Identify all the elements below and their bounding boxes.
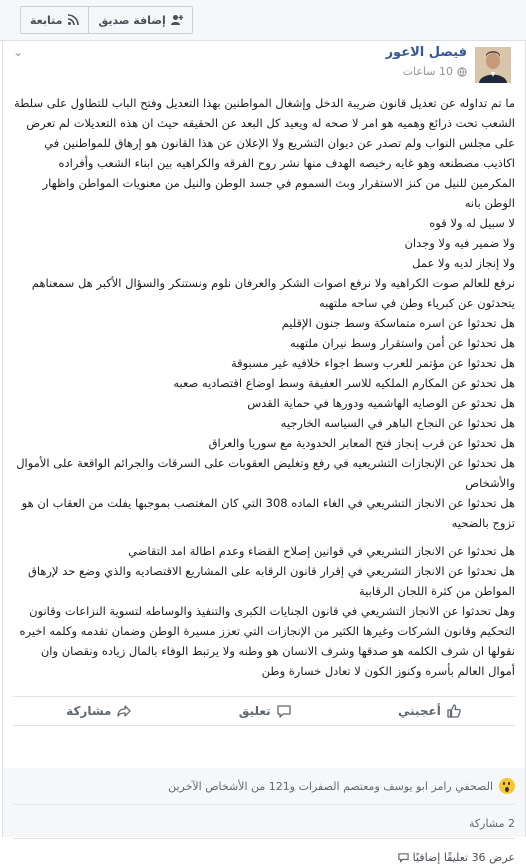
author-avatar[interactable] xyxy=(475,47,511,83)
thumbs-up-icon xyxy=(446,703,462,719)
post-body xyxy=(13,93,515,681)
add-friend-icon xyxy=(171,14,183,26)
paragraph: هل تحدثوا عن أمن واستقرار وسط نيران ملتهبه xyxy=(290,336,515,350)
post-meta xyxy=(403,65,467,78)
paragraph: هل تحدثوا عن الانجاز التشريعي في الغاء الماده 308 التي كان المغتصب بموجبها يفلت من العقاب ان هو تزوج بالضحيه xyxy=(21,496,515,530)
paragraph: نرفع للعالم صوت الكراهيه ولا نرفع اصوات الشكر والعرفان نلوم ونستنكر والسؤال الأكبر هل سمعناهم يتحدثون عن كبرياء وطن في ساحه ملتهبه xyxy=(31,276,515,310)
divider xyxy=(13,804,515,805)
share-button[interactable] xyxy=(66,703,132,719)
author-name-link[interactable]: فيصل الاعور xyxy=(385,45,467,60)
paragraph: هل تحدثوا عن الإنجازات التشريعيه في رفع وتغليض العقوبات على السرقات والجرائم الواقعة على الأموال والأشخاص xyxy=(16,456,515,490)
like-button[interactable] xyxy=(398,703,462,719)
paragraph: وهل تحدثوا عن الانجاز التشريعي في قانون الجنايات الكبرى والتنفيذ والوساطه لتسوية النزاعات وقانون التحكيم وقانون الشركات وغيرها الكثير من الإنجازات التي تعزز مسيرة الوطن وضمان تقدمه وكلمه اخيره نقولها ان شرف الكلمه هو صدقها وشرف الانسان هو وطنه ولا يرتبط الوفاء بالمال زياده ونقصان وان أموال العالم بأسره وكنوز الكون لا تعادل خسارة وطن xyxy=(19,604,515,678)
comment-button[interactable] xyxy=(239,703,292,719)
paragraph: هل تحدثوا عن النجاح الباهر في السياسه الخارجيه xyxy=(280,416,515,430)
rss-icon xyxy=(67,14,79,26)
like-label: أعجبني xyxy=(397,704,441,718)
avatar-image xyxy=(475,47,511,83)
share-icon xyxy=(116,703,132,719)
post-action-bar xyxy=(13,696,515,726)
paragraph: هل تحدثو عن الوصايه الهاشميه ودورها في حماية القدس xyxy=(247,396,515,410)
follow-button[interactable] xyxy=(21,7,88,33)
view-more-comments-link[interactable] xyxy=(398,851,515,864)
shares-count-link[interactable]: 2 مشاركة xyxy=(469,817,515,830)
paragraph: هل تحدثوا عن الانجاز التشريعي في قوانين إصلاح القضاء وعدم اطالة امد التقاضي xyxy=(128,544,515,558)
paragraph: ولا ضمير فيه ولا وجدان xyxy=(404,236,515,250)
paragraph: هل تحدثو عن المكارم الملكيه للاسر العفيفة وسط اوضاع اقتصاديه صعبه xyxy=(173,376,515,390)
paragraph: هل تحدثوا عن اسره متماسكة وسط جنون الإقليم xyxy=(281,316,515,330)
reactions-summary[interactable] xyxy=(168,778,515,794)
paragraph: ما تم تداوله عن تعديل قانون ضريبة الدخل وإشغال المواطنين بهذا التعديل وفتح الباب للتطاول على سلطة الشعب تحت ذرائع وهميه هو امر لا صحه له ويعيد كل البعد عن الحقيقه حيث ان هذه التعديلات لم تعرض على مجلس النواب ولم تصدر عن ديوان التشريع ولا الإعلان عن هذا القانون هو إرهاق للمواطنين في اكاذيب مصطنعه وهو غايه رخيصه الهدف منها نشر روح الفرقه والكراهيه بين ابناء الشعب وأفراده المكرمين للنيل من كنز الاستقرار وبث السموم في جسد الوطن والنيل من معنويات المواطن واظهار الوطن بانه xyxy=(14,96,515,210)
paragraph: هل تحدثوا عن الانجاز التشريعي في إقرار قانون الرقابه على المشاريع الاقتصاديه والذي وضع حد لإرهاق المواطن من كثرة اللجان الرقابية xyxy=(27,564,515,598)
post-timestamp[interactable]: 10 ساعات xyxy=(402,65,453,78)
share-label: مشاركة xyxy=(66,704,112,718)
profile-action-buttons xyxy=(20,6,193,34)
reactions-text: الصحفي رامز ابو يوسف ومعتصم الصفرات و121 من الأشخاص الآخرين xyxy=(168,779,493,793)
follow-label: متابعة xyxy=(30,13,63,27)
add-friend-button[interactable] xyxy=(88,7,191,33)
paragraph: هل تحدثوا عن مؤتمر للعرب وسط اجواء خلافيه غير مسبوقة xyxy=(231,356,515,370)
top-toolbar xyxy=(0,0,526,41)
paragraph: ولا إنجاز لديه ولا عمل xyxy=(412,256,515,270)
divider xyxy=(13,838,515,839)
feed-post xyxy=(2,41,526,864)
paragraph: لا سبيل له ولا قوه xyxy=(429,216,515,230)
more-comments-label: عرض 36 تعليقًا إضافيًا xyxy=(412,851,515,864)
comment-icon xyxy=(276,703,292,719)
paragraph: هل تحدثوا عن قرب إنجاز فتح المعابر الحدودية مع سوريا والعراق xyxy=(208,436,515,450)
comment-icon xyxy=(398,852,409,863)
wow-reaction-icon xyxy=(499,778,515,794)
add-friend-label: إضافة صديق xyxy=(98,13,166,27)
post-footer xyxy=(3,768,525,864)
globe-icon xyxy=(457,67,467,77)
comment-label: تعليق xyxy=(238,704,271,718)
post-options-chevron-icon[interactable]: ⌄ xyxy=(13,45,24,59)
